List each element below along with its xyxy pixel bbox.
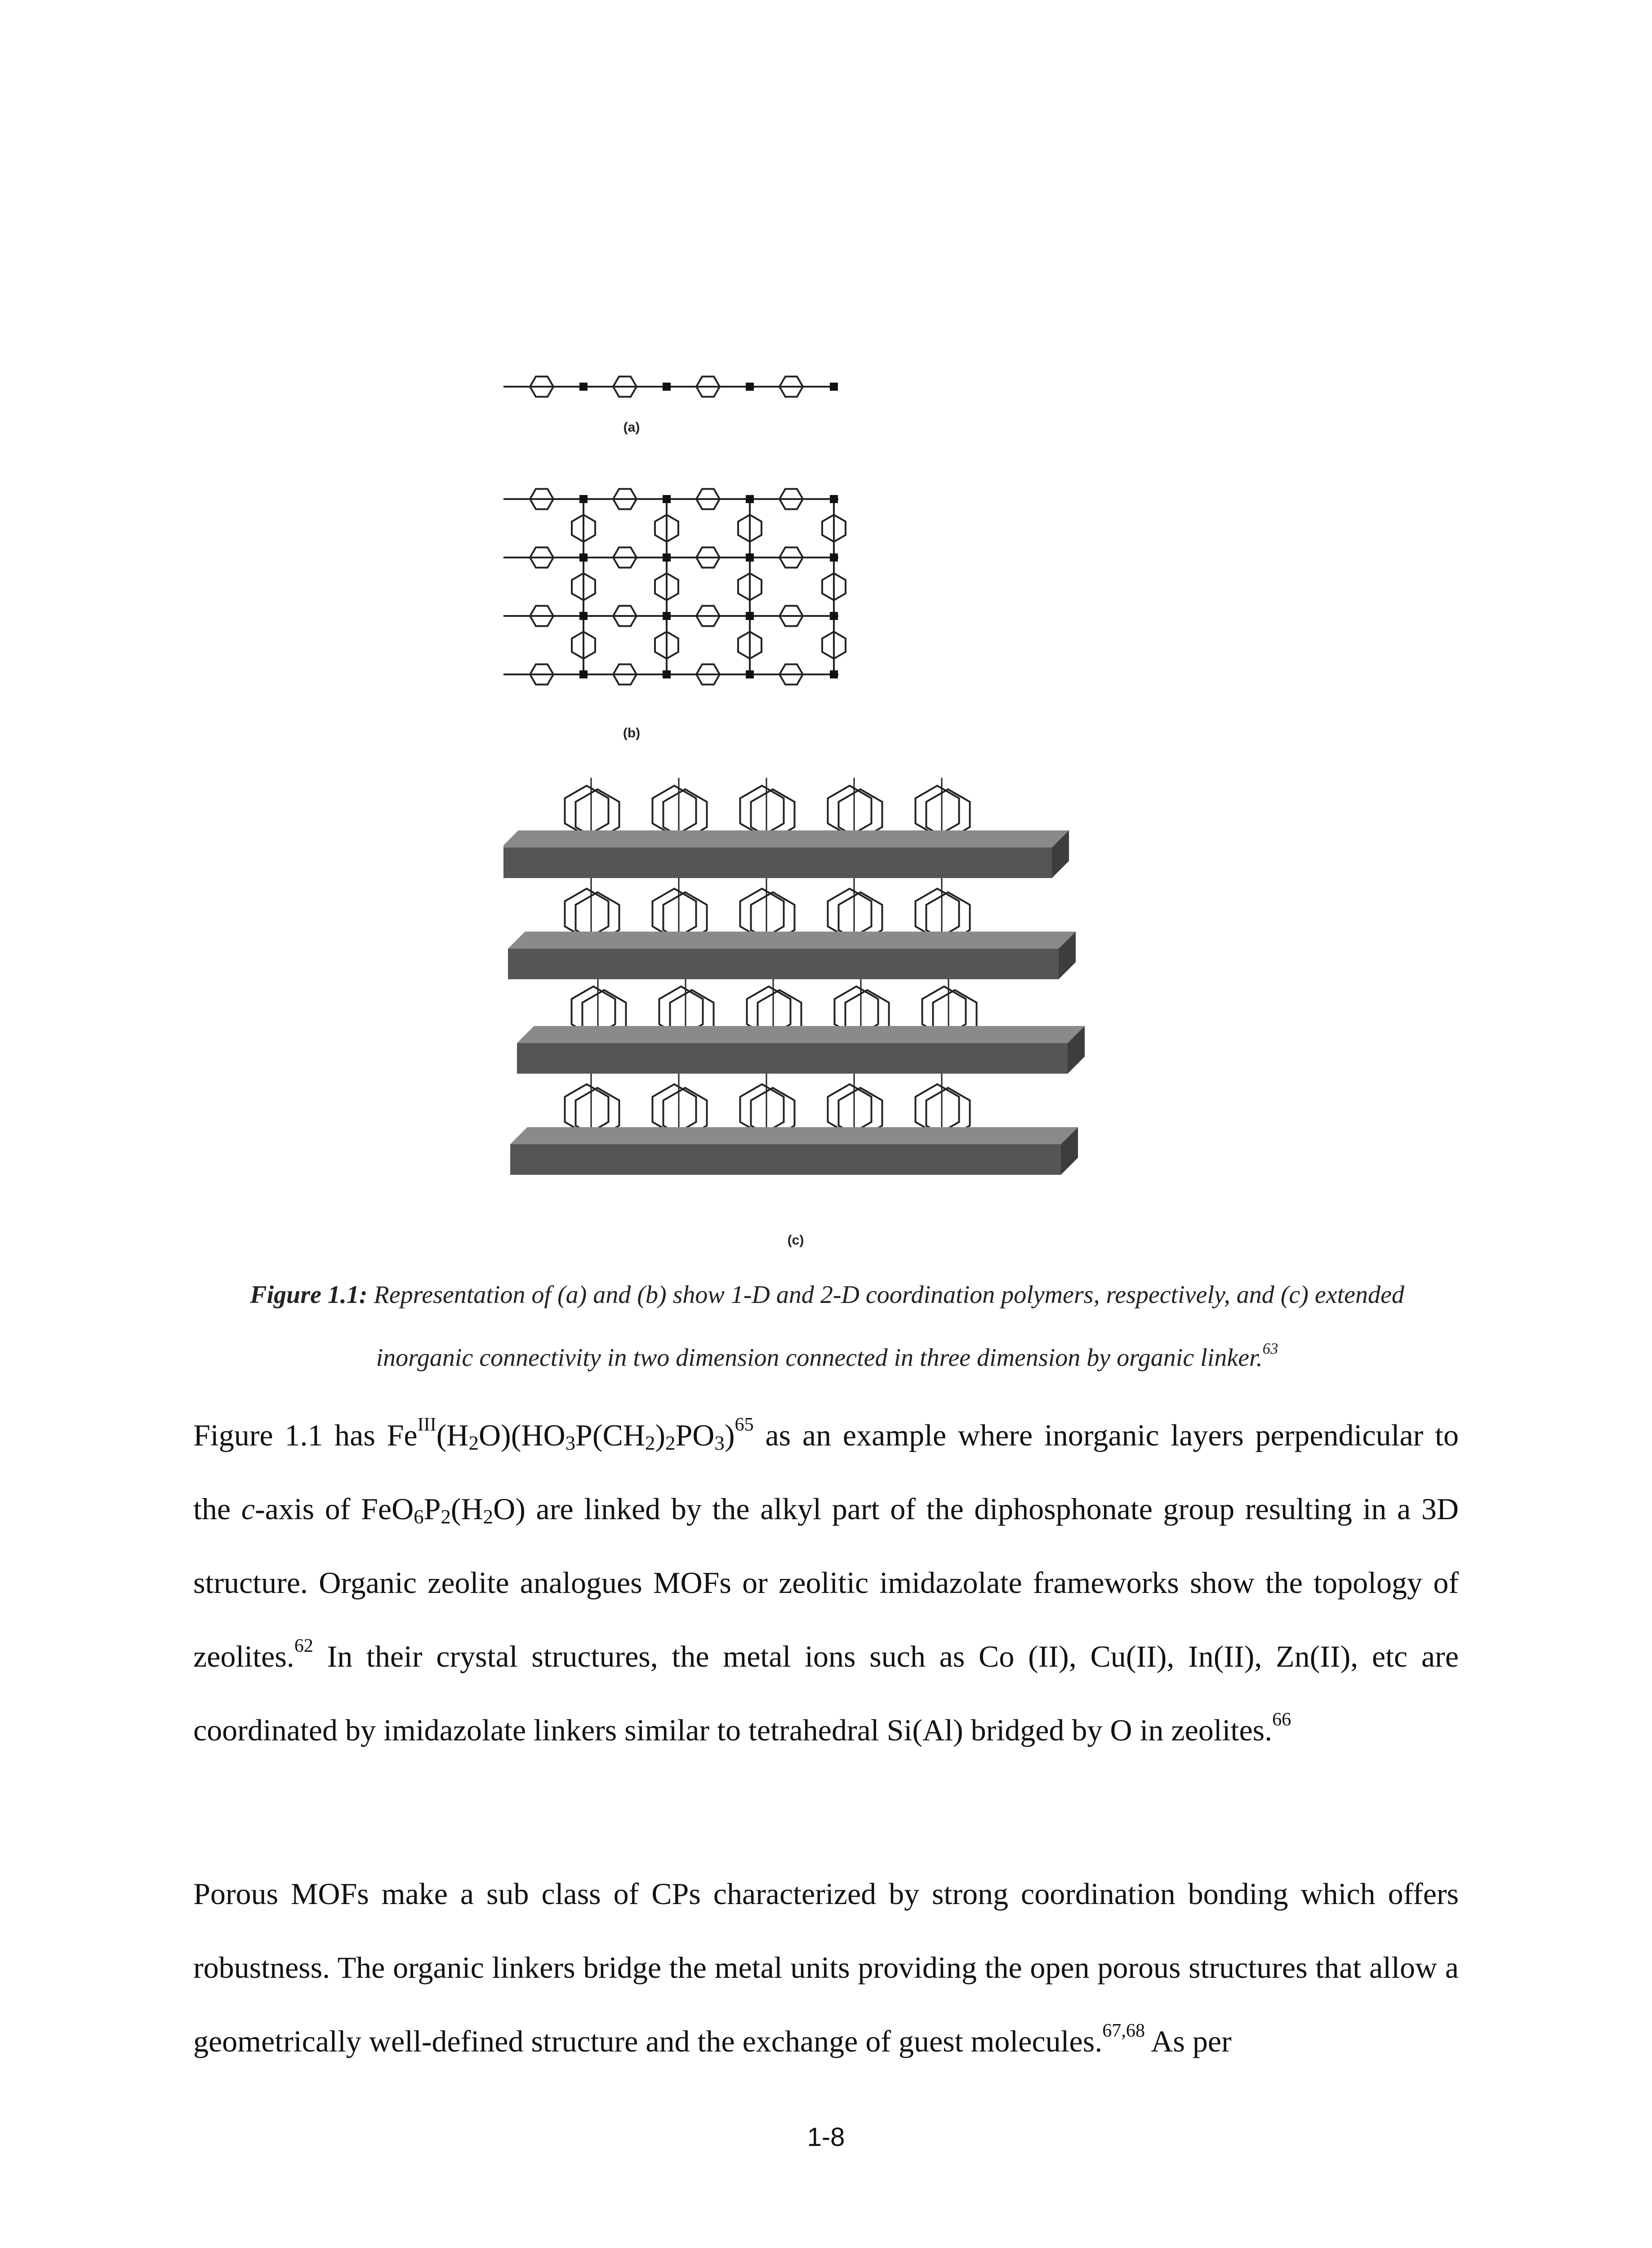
- hexagon-ring: [653, 786, 696, 836]
- para1-citation: 66: [1272, 1709, 1291, 1731]
- figure-label-c: (c): [787, 1233, 804, 1248]
- metal-node: [663, 553, 671, 562]
- para1-text: -axis of FeO: [254, 1492, 414, 1526]
- layer-slab-front: [510, 1144, 1061, 1175]
- layer-slab-top: [517, 1026, 1085, 1043]
- figure-panel-b-2d-network: [503, 489, 846, 684]
- metal-node: [830, 612, 838, 620]
- layer-slab-top: [508, 932, 1076, 949]
- caption-lead: Figure 1.1:: [250, 1281, 368, 1309]
- metal-node: [663, 495, 671, 503]
- para1-text: In their crystal structures, the metal ions such as Co (II), Cu(II), In(II), Zn(II), etc are coordinated by imidazolate linkers similar to tetrahedral Si(Al) bridged by O in zeolites.: [193, 1639, 1459, 1747]
- caption-reference: 63: [1262, 1339, 1278, 1357]
- para1-text: (H: [436, 1418, 469, 1452]
- para2-citation: 67,68: [1102, 2020, 1145, 2042]
- para1-text: PO: [675, 1418, 715, 1452]
- figure-label-b: (b): [623, 726, 641, 740]
- metal-node: [746, 670, 754, 678]
- para2-text: Porous MOFs make a sub class of CPs characterized by strong coordination bonding which offers robustness. The organic linkers bridge the metal units providing the open porous structures that allow a geometrically well-defined structure and the exchange of guest molecules.: [193, 1877, 1459, 2058]
- metal-node: [830, 495, 838, 503]
- hexagon-ring: [653, 889, 696, 939]
- para1-subscript: 3: [714, 1431, 725, 1454]
- figure-1-1: [503, 342, 1142, 1250]
- para1-subscript: 3: [565, 1431, 575, 1454]
- caption-line-1: [198, 1263, 1456, 1326]
- hexagon-ring: [828, 889, 872, 939]
- metal-node: [746, 383, 754, 391]
- caption-text-1: Representation of (a) and (b) show 1-D and 2-D coordination polymers, respectively, and (c) extended: [367, 1281, 1404, 1309]
- metal-node: [830, 553, 838, 562]
- figure-label-a: (a): [623, 420, 640, 435]
- hexagon-ring: [740, 889, 784, 939]
- hexagon-ring: [916, 889, 959, 939]
- para1-italic: c: [241, 1492, 255, 1526]
- para2-text: As per: [1145, 2024, 1232, 2058]
- caption-text-2: inorganic connectivity in two dimension connected in three dimension by organic linker.: [376, 1344, 1263, 1372]
- metal-node: [746, 612, 754, 620]
- para1-subscript: 6: [414, 1505, 424, 1528]
- metal-node: [579, 670, 588, 678]
- hexagon-ring: [565, 889, 609, 939]
- hexagon-ring: [740, 1084, 784, 1135]
- metal-node: [663, 612, 671, 620]
- metal-node: [663, 670, 671, 678]
- para1-citation: 65: [735, 1414, 754, 1436]
- paragraph-1: [193, 1398, 1459, 1767]
- para1-text: P: [423, 1492, 441, 1526]
- hexagon-ring: [916, 786, 959, 836]
- caption-line-2: [198, 1326, 1456, 1389]
- hexagon-ring: [565, 786, 609, 836]
- para1-citation: 62: [294, 1635, 313, 1657]
- para1-text: Figure 1.1 has Fe: [193, 1418, 418, 1452]
- para1-text: ): [655, 1418, 666, 1452]
- para1-text: (H: [450, 1492, 483, 1526]
- hexagon-ring: [653, 1084, 696, 1135]
- layer-slab-top: [503, 830, 1069, 847]
- para1-subscript: 2: [665, 1431, 676, 1454]
- figure-panel-c-3d-layers: [503, 778, 1085, 1175]
- para1-text: P(CH: [575, 1418, 645, 1452]
- paragraph-2: [193, 1857, 1459, 2078]
- metal-node: [746, 495, 754, 503]
- hexagon-ring: [740, 786, 784, 836]
- layer-slab-top: [510, 1127, 1078, 1144]
- hexagon-ring: [565, 1084, 609, 1135]
- para1-subscript: 2: [483, 1505, 494, 1528]
- para1-text: ): [724, 1418, 735, 1452]
- para1-text: O)(HO: [478, 1418, 566, 1452]
- para1-text: as an example where inorganic layers perpendicular to the: [193, 1418, 1459, 1526]
- metal-node: [830, 383, 838, 391]
- metal-node: [579, 383, 588, 391]
- hexagon-ring: [916, 1084, 959, 1135]
- figure-caption: [198, 1263, 1456, 1389]
- para1-subscript: 2: [645, 1431, 655, 1454]
- para1-subscript: 2: [468, 1431, 479, 1454]
- figure-panel-a-1d-chain: [503, 376, 838, 397]
- hexagon-ring: [828, 1084, 872, 1135]
- para1-superscript: III: [417, 1414, 436, 1436]
- para1-text: O) are linked by the alkyl part of the diphosphonate group resulting in a 3D structure. Organic zeolite analogues MOFs or zeolitic imidazolate frameworks show the topology of zeolites.: [193, 1492, 1459, 1673]
- layer-slab-front: [503, 847, 1052, 878]
- page-number: 1-8: [807, 2123, 845, 2152]
- metal-node: [579, 495, 588, 503]
- metal-node: [579, 553, 588, 562]
- para1-subscript: 2: [441, 1505, 451, 1528]
- metal-node: [830, 670, 838, 678]
- metal-node: [579, 612, 588, 620]
- metal-node: [746, 553, 754, 562]
- hexagon-ring: [828, 786, 872, 836]
- layer-slab-front: [517, 1043, 1068, 1074]
- layer-slab-front: [508, 949, 1059, 979]
- metal-node: [663, 383, 671, 391]
